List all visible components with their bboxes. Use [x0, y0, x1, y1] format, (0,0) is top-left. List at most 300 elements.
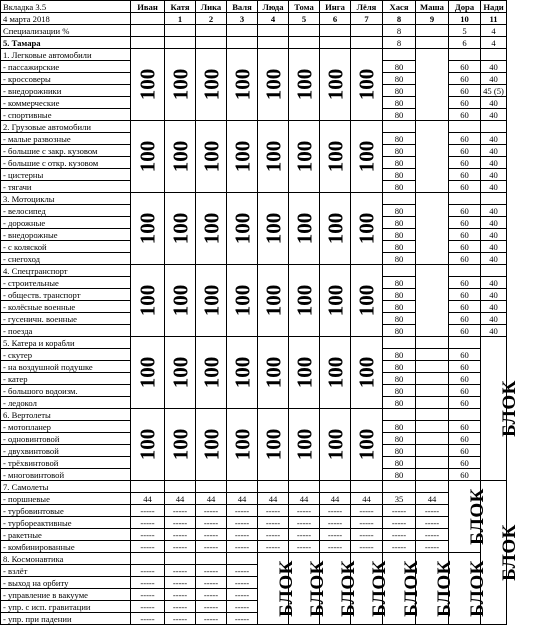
big-value-cell: [165, 49, 196, 121]
value-cell: 60: [449, 109, 481, 121]
value-cell: 40: [481, 253, 507, 265]
person-name: Катя: [165, 1, 196, 13]
big-value-cell: [131, 265, 165, 337]
value-cell: -----: [196, 613, 227, 625]
value-cell: -----: [196, 505, 227, 517]
big-value-cell: [165, 337, 196, 409]
big-value: 100: [199, 356, 224, 389]
blok-label: БЛОК: [466, 560, 488, 617]
value-cell: -----: [227, 505, 258, 517]
value-cell: -----: [227, 517, 258, 529]
value-cell: 80: [383, 229, 416, 241]
value-cell: 44: [196, 493, 227, 505]
value-cell: -----: [196, 517, 227, 529]
big-value-cell: [320, 193, 351, 265]
empty-cell: [383, 409, 416, 421]
value-cell: -----: [416, 541, 449, 553]
row-label: - двухвинтовой: [1, 445, 131, 457]
row-label: - пассажирские: [1, 61, 131, 73]
blok-label: БЛОК: [433, 560, 455, 617]
big-value: 100: [292, 140, 317, 173]
table-row: [1, 493, 507, 505]
person-number: 3: [227, 13, 258, 25]
big-value-cell: [351, 409, 383, 481]
row-label: - ледокол: [1, 397, 131, 409]
tab-label: Вкладка 3.5: [1, 1, 131, 13]
value-cell: 40: [481, 325, 507, 337]
value-cell: -----: [227, 601, 258, 613]
value-cell: 40: [481, 181, 507, 193]
row-label: - снегоход: [1, 253, 131, 265]
row-label: - ракетные: [1, 529, 131, 541]
empty-tall-cell: [416, 121, 449, 193]
highlight-label: 5. Тамара: [1, 37, 131, 49]
value-cell: -----: [165, 541, 196, 553]
value-cell: 44: [227, 493, 258, 505]
empty-cell: [258, 481, 289, 493]
empty-cell: [165, 481, 196, 493]
big-value: 100: [199, 284, 224, 317]
group-title-row: [1, 121, 507, 133]
empty-cell: [416, 409, 449, 421]
value-cell: 80: [383, 85, 416, 97]
value-cell: -----: [196, 601, 227, 613]
value-cell: -----: [131, 505, 165, 517]
big-value: 100: [135, 212, 159, 245]
value-cell: -----: [383, 505, 416, 517]
value-cell: 80: [383, 61, 416, 73]
value-cell: 60: [449, 445, 481, 457]
group-title-row: [1, 553, 507, 565]
value-cell: -----: [227, 613, 258, 625]
value-cell: -----: [131, 565, 165, 577]
big-value-cell: [165, 409, 196, 481]
empty-cell: [449, 121, 481, 133]
value-cell: 60: [449, 145, 481, 157]
big-value: 100: [168, 140, 193, 173]
value-cell: 80: [383, 253, 416, 265]
value-cell: 80: [383, 361, 416, 373]
big-value-cell: [320, 337, 351, 409]
value-cell: 80: [383, 457, 416, 469]
big-value: 100: [354, 356, 379, 389]
value-cell: -----: [196, 541, 227, 553]
row-label: - строительные: [1, 277, 131, 289]
value-cell: -----: [383, 517, 416, 529]
person-number: 1: [165, 13, 196, 25]
value-cell: -----: [416, 529, 449, 541]
value-cell: 40: [481, 97, 507, 109]
table-row: [1, 541, 507, 553]
big-value-cell: [351, 49, 383, 121]
blok-label: БЛОК: [498, 380, 520, 437]
value-cell: 60: [449, 241, 481, 253]
empty-cell: [351, 481, 383, 493]
value-cell: 44: [320, 493, 351, 505]
person-name: Дора: [449, 1, 481, 13]
empty-cell: [449, 49, 481, 61]
value-cell: 60: [449, 73, 481, 85]
value-cell: 60: [449, 301, 481, 313]
person-number: 11: [481, 13, 507, 25]
value-cell: 80: [383, 397, 416, 409]
group-title-row: [1, 193, 507, 205]
table-row: [1, 505, 507, 517]
value-cell: -----: [351, 517, 383, 529]
value-cell: 60: [449, 385, 481, 397]
group-title-row: [1, 49, 507, 61]
row-label: - упр. при падении: [1, 613, 131, 625]
empty-cell: [383, 337, 416, 349]
highlight-value: 6: [449, 37, 481, 49]
big-value-cell: [227, 265, 258, 337]
big-value: 100: [261, 284, 286, 317]
person-name: Маша: [416, 1, 449, 13]
big-value-cell: [227, 49, 258, 121]
big-value: 100: [323, 212, 348, 245]
highlight-value: 4: [481, 37, 507, 49]
group-title: 1. Легковые автомобили: [1, 49, 131, 61]
value-cell: [416, 457, 449, 469]
highlight-value: [196, 37, 227, 49]
big-value: 100: [230, 284, 255, 317]
row-label: - упр. с исп. гравитации: [1, 601, 131, 613]
table-row: [1, 517, 507, 529]
value-cell: 80: [383, 469, 416, 481]
value-cell: -----: [165, 601, 196, 613]
value-cell: -----: [351, 541, 383, 553]
big-value: 100: [199, 428, 224, 461]
big-value: 100: [261, 68, 286, 101]
person-name: Хася: [383, 1, 416, 13]
big-value: 100: [135, 356, 159, 389]
blok-label: БЛОК: [498, 524, 520, 581]
big-value: 100: [168, 428, 193, 461]
big-value: 100: [230, 428, 255, 461]
row-label: - внедорожные: [1, 229, 131, 241]
row-label: - коммерческие: [1, 97, 131, 109]
value-cell: 60: [449, 349, 481, 361]
big-value: 100: [323, 356, 348, 389]
big-value: 100: [354, 212, 379, 245]
value-cell: 60: [449, 373, 481, 385]
empty-cell: [449, 265, 481, 277]
value-cell: 80: [383, 385, 416, 397]
row-label: - гусеничн. военные: [1, 313, 131, 325]
value-cell: -----: [320, 505, 351, 517]
person-number: 7: [351, 13, 383, 25]
person-name: Тома: [289, 1, 320, 13]
big-value: 100: [323, 284, 348, 317]
value-cell: 60: [449, 421, 481, 433]
table-row: [1, 529, 507, 541]
row-label: - большие с откр. кузовом: [1, 157, 131, 169]
value-cell: 60: [449, 277, 481, 289]
highlight-value: [165, 37, 196, 49]
highlight-value: 8: [383, 37, 416, 49]
big-value: 100: [323, 68, 348, 101]
big-value: 100: [199, 140, 224, 173]
value-cell: -----: [227, 589, 258, 601]
highlight-value: [258, 37, 289, 49]
big-value-cell: [196, 193, 227, 265]
big-value-cell: [289, 265, 320, 337]
empty-cell: [227, 481, 258, 493]
row-label: - велосипед: [1, 205, 131, 217]
big-value: 100: [354, 140, 379, 173]
big-value: 100: [323, 428, 348, 461]
empty-cell: [131, 553, 165, 565]
value-cell: 60: [449, 181, 481, 193]
big-value-cell: [320, 121, 351, 193]
big-value-cell: [351, 337, 383, 409]
blok-cell: [449, 481, 488, 553]
person-name: Инга: [320, 1, 351, 13]
big-value: 100: [199, 212, 224, 245]
value-cell: -----: [165, 565, 196, 577]
big-value: 100: [261, 356, 286, 389]
value-cell: 35: [383, 493, 416, 505]
value-cell: 60: [449, 85, 481, 97]
blok-label: БЛОК: [337, 560, 359, 617]
person-name: Люда: [258, 1, 289, 13]
spec-value: [416, 25, 449, 37]
big-value-cell: [258, 193, 289, 265]
empty-cell: [196, 481, 227, 493]
group-title: 4. Спецтранспорт: [1, 265, 131, 277]
highlight-row: [1, 37, 507, 49]
big-value: 100: [230, 356, 255, 389]
value-cell: -----: [258, 505, 289, 517]
person-number: 6: [320, 13, 351, 25]
empty-cell: [383, 193, 416, 205]
big-value: 100: [230, 68, 255, 101]
value-cell: 80: [383, 217, 416, 229]
empty-cell: [196, 553, 227, 565]
value-cell: 45 (5): [481, 85, 507, 97]
value-cell: -----: [383, 541, 416, 553]
big-value-cell: [258, 409, 289, 481]
row-label: - управление в вакууме: [1, 589, 131, 601]
value-cell: 40: [481, 145, 507, 157]
value-cell: [416, 385, 449, 397]
value-cell: 40: [481, 277, 507, 289]
big-value: 100: [168, 356, 193, 389]
empty-cell: [481, 49, 507, 61]
value-cell: [416, 469, 449, 481]
highlight-value: [131, 37, 165, 49]
empty-tall-cell: [416, 49, 449, 121]
group-title: 3. Мотоциклы: [1, 193, 131, 205]
empty-cell: [449, 337, 481, 349]
group-title: 8. Космонавтика: [1, 553, 131, 565]
value-cell: 80: [383, 433, 416, 445]
big-value-cell: [258, 49, 289, 121]
row-label: - кроссоверы: [1, 73, 131, 85]
value-cell: 60: [449, 289, 481, 301]
highlight-value: [416, 37, 449, 49]
value-cell: -----: [196, 577, 227, 589]
big-value-cell: [289, 193, 320, 265]
value-cell: -----: [258, 529, 289, 541]
value-cell: 80: [383, 109, 416, 121]
value-cell: -----: [196, 565, 227, 577]
big-value-cell: [320, 49, 351, 121]
header-row: [1, 1, 507, 13]
value-cell: -----: [289, 505, 320, 517]
big-value: 100: [261, 428, 286, 461]
value-cell: -----: [227, 529, 258, 541]
row-label: - с коляской: [1, 241, 131, 253]
value-cell: 60: [449, 325, 481, 337]
value-cell: 60: [449, 61, 481, 73]
person-name: Иван: [131, 1, 165, 13]
value-cell: [416, 361, 449, 373]
row-label: - спортивные: [1, 109, 131, 121]
big-value: 100: [354, 284, 379, 317]
value-cell: 44: [416, 493, 449, 505]
value-cell: 40: [481, 133, 507, 145]
person-number: 5: [289, 13, 320, 25]
value-cell: 80: [383, 133, 416, 145]
value-cell: 60: [449, 157, 481, 169]
row-label: - дорожные: [1, 217, 131, 229]
value-cell: 80: [383, 241, 416, 253]
row-label: - цистерны: [1, 169, 131, 181]
row-label: - катер: [1, 373, 131, 385]
value-cell: 44: [258, 493, 289, 505]
value-cell: -----: [289, 541, 320, 553]
big-value-cell: [227, 409, 258, 481]
big-value: 100: [292, 212, 317, 245]
value-cell: -----: [131, 589, 165, 601]
value-cell: 60: [449, 169, 481, 181]
value-cell: 80: [383, 301, 416, 313]
value-cell: -----: [165, 517, 196, 529]
blok-label: БЛОК: [368, 560, 390, 617]
value-cell: 60: [449, 361, 481, 373]
big-value-cell: [131, 121, 165, 193]
big-value-cell: [351, 121, 383, 193]
value-cell: 80: [383, 205, 416, 217]
blok-label: БЛОК: [275, 560, 297, 617]
big-value: 100: [292, 68, 317, 101]
value-cell: 60: [449, 433, 481, 445]
value-cell: -----: [131, 517, 165, 529]
empty-cell: [383, 49, 416, 61]
spec-value: 4: [481, 25, 507, 37]
value-cell: [416, 421, 449, 433]
big-value-cell: [289, 337, 320, 409]
value-cell: [416, 373, 449, 385]
value-cell: -----: [289, 529, 320, 541]
value-cell: 60: [449, 397, 481, 409]
person-number: 8: [383, 13, 416, 25]
value-cell: 40: [481, 241, 507, 253]
empty-cell: [449, 409, 481, 421]
value-cell: 60: [449, 313, 481, 325]
spec-value: [289, 25, 320, 37]
big-value: 100: [135, 428, 159, 461]
value-cell: 44: [131, 493, 165, 505]
value-cell: 44: [351, 493, 383, 505]
value-cell: -----: [196, 589, 227, 601]
big-value: 100: [354, 68, 379, 101]
value-cell: 40: [481, 205, 507, 217]
big-value-cell: [320, 265, 351, 337]
row-label: - выход на орбиту: [1, 577, 131, 589]
highlight-value: [351, 37, 383, 49]
big-value: 100: [230, 212, 255, 245]
big-value-cell: [131, 337, 165, 409]
spec-value: [351, 25, 383, 37]
row-label: - мотопланер: [1, 421, 131, 433]
spec-value: [131, 25, 165, 37]
big-value-cell: [227, 121, 258, 193]
value-cell: -----: [351, 505, 383, 517]
person-name: Нади: [481, 1, 507, 13]
value-cell: 80: [383, 277, 416, 289]
empty-cell: [449, 193, 481, 205]
value-cell: -----: [131, 577, 165, 589]
empty-cell: [289, 481, 320, 493]
value-cell: 80: [383, 349, 416, 361]
big-value: 100: [292, 428, 317, 461]
empty-cell: [416, 337, 449, 349]
big-value-cell: [258, 265, 289, 337]
big-value: 100: [354, 428, 379, 461]
big-value-cell: [165, 193, 196, 265]
blok-label: БЛОК: [466, 488, 488, 545]
row-label: - многовинтовой: [1, 469, 131, 481]
value-cell: -----: [258, 541, 289, 553]
person-number: 2: [196, 13, 227, 25]
big-value: 100: [199, 68, 224, 101]
big-value-cell: [227, 193, 258, 265]
value-cell: 80: [383, 289, 416, 301]
empty-tall-cell: [416, 265, 449, 337]
value-cell: -----: [165, 529, 196, 541]
row-label: - большие с закр. кузовом: [1, 145, 131, 157]
value-cell: -----: [131, 541, 165, 553]
row-label: - обществ. транспорт: [1, 289, 131, 301]
value-cell: -----: [416, 505, 449, 517]
empty-cell: [131, 481, 165, 493]
value-cell: -----: [416, 517, 449, 529]
blok-label: БЛОК: [306, 560, 328, 617]
big-value-cell: [351, 265, 383, 337]
value-cell: 40: [481, 73, 507, 85]
group-title-row: [1, 409, 507, 421]
value-cell: 60: [449, 457, 481, 469]
big-value: 100: [168, 212, 193, 245]
value-cell: 80: [383, 373, 416, 385]
row-label: - внедорожники: [1, 85, 131, 97]
empty-cell: [383, 481, 416, 493]
big-value-cell: [196, 49, 227, 121]
big-value: 100: [168, 68, 193, 101]
value-cell: 60: [449, 253, 481, 265]
group-title-row: [1, 481, 507, 493]
value-cell: [416, 445, 449, 457]
group-title-row: [1, 265, 507, 277]
value-cell: [416, 433, 449, 445]
value-cell: 80: [383, 325, 416, 337]
value-cell: -----: [383, 529, 416, 541]
big-value-cell: [351, 193, 383, 265]
big-value-cell: [131, 49, 165, 121]
value-cell: 60: [449, 133, 481, 145]
